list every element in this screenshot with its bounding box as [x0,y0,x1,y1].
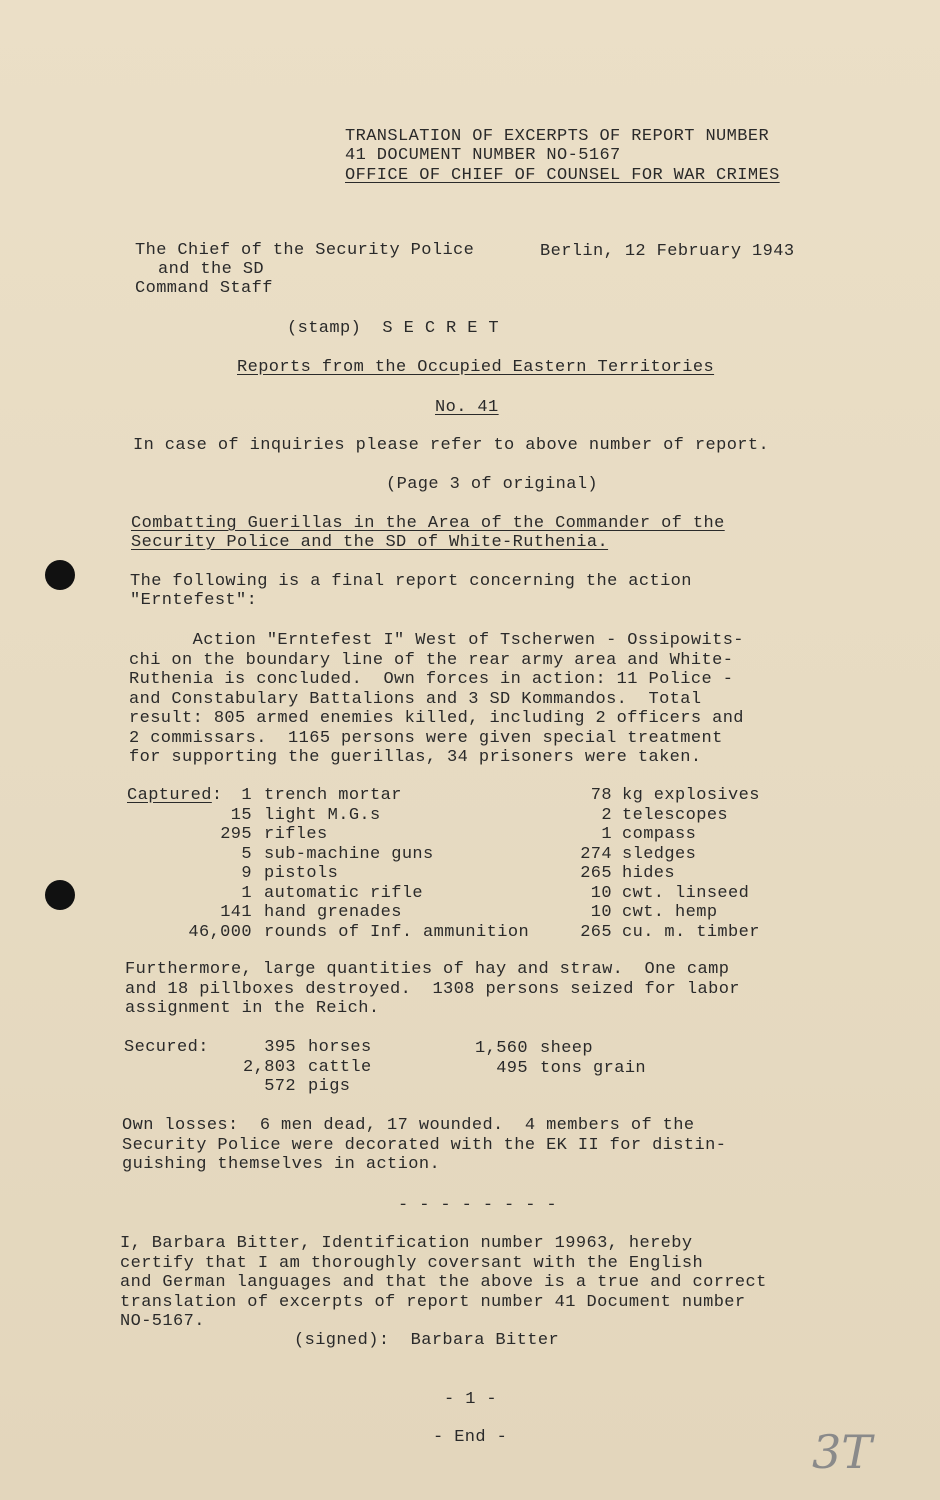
header-line-1: TRANSLATION OF EXCERPTS OF REPORT NUMBER [345,127,770,146]
captured-item: sledges [622,844,697,864]
captured-qty: 10 [590,883,612,903]
captured-item: rounds of Inf. ammunition [264,922,530,942]
furthermore-paragraph [125,960,740,1019]
captured-item: telescopes [622,805,729,825]
captured-item: cu. m. timber [622,922,760,942]
captured-item: trench mortar [264,786,402,805]
captured-qty: 5 [241,844,252,864]
captured-item: kg explosives [622,786,760,805]
captured-qty: 10 [590,903,612,922]
captured-qty: 1 [241,883,252,903]
action-paragraph [129,631,744,768]
paragraph-line: 2 commissars. 1165 persons were given special treatment [129,728,723,748]
paragraph-line: for supporting the guerillas, 34 prisoners were taken. [129,748,702,767]
captured-label-text: Captured [127,786,212,805]
report-number: No. 41 [435,398,499,417]
captured-item: cwt. hemp [622,903,718,922]
secured-qty: 572 [264,1077,296,1096]
handwritten-mark: 3T [812,1425,872,1479]
captured-item: automatic rifle [264,883,424,903]
paragraph-line: Own losses: 6 men dead, 17 wounded. 4 members of the [122,1116,695,1135]
captured-qty: 9 [241,864,252,883]
paragraph-line: NO-5167. [120,1312,205,1331]
end-marker: - End - [433,1428,508,1447]
signature-line: (signed): Barbara Bitter [294,1331,560,1350]
captured-label: Captured: [127,786,223,805]
paragraph-line: Action "Erntefest I" West of Tscherwen - Ossipowits- [129,631,744,650]
captured-qty: 1 [241,786,252,805]
section-title-line-1: Combatting Guerillas in the Area of the Commander of the [131,514,725,533]
captured-qty: 1 [601,825,612,844]
secured-item: tons grain [540,1058,647,1078]
secured-qty: 1,560 [474,1039,528,1058]
header-line-3: OFFICE OF CHIEF OF COUNSEL FOR WAR CRIMES [345,166,780,185]
header-line-2: 41 DOCUMENT NUMBER NO-5167 [345,146,621,165]
captured-qty: 265 [580,864,612,883]
captured-qty: 141 [220,903,252,922]
captured-qty: 46,000 [188,922,252,942]
captured-right-items [622,786,760,942]
secured-right-qty [450,1039,528,1078]
secret-stamp: (stamp) S E C R E T [287,319,500,338]
secured-qty: 395 [264,1038,296,1057]
secured-item: horses [308,1038,372,1057]
captured-qty: 274 [580,844,612,864]
page-number: - 1 - [444,1390,498,1409]
punch-hole-top [45,560,75,590]
captured-item: pistols [264,864,339,883]
captured-right-qty [560,786,612,942]
captured-left-qty [160,786,252,942]
captured-qty: 2 [601,805,612,825]
inquiries-note: In case of inquiries please refer to above number of report. [133,436,770,455]
paragraph-line: guishing themselves in action. [122,1155,441,1174]
punch-hole-bottom [45,880,75,910]
captured-qty: 78 [590,786,612,805]
secured-item: pigs [308,1077,351,1096]
paragraph-line: certify that I am thoroughly coversant with the English [120,1253,704,1273]
sender-line-3: Command Staff [135,279,273,298]
paragraph-line: assignment in the Reich. [125,999,380,1018]
paragraph-line: result: 805 armed enemies killed, including 2 officers and [129,709,744,728]
captured-item: rifles [264,825,328,844]
secured-label: Secured: [124,1038,209,1057]
captured-qty: 265 [580,922,612,942]
captured-item: compass [622,825,697,844]
paragraph-line: Ruthenia is concluded. Own forces in action: 11 Police - [129,670,734,689]
captured-qty: 295 [220,825,252,844]
captured-item: light M.G.s [264,805,381,825]
page-reference: (Page 3 of original) [386,475,599,494]
secured-left-items [308,1038,372,1097]
paragraph-line: and Constabulary Battalions and 3 SD Kommandos. Total [129,689,702,709]
captured-left-items [264,786,529,942]
sender-line-2: and the SD [158,260,265,279]
secured-qty: 495 [496,1058,528,1078]
captured-qty: 15 [230,805,252,825]
intro-line-2: "Erntefest": [130,591,258,610]
place-date: Berlin, 12 February 1943 [540,242,795,261]
paragraph-line: and German languages and that the above is a true and correct [120,1273,767,1292]
captured-item: hides [622,864,676,883]
certification-paragraph [120,1234,767,1332]
report-title: Reports from the Occupied Eastern Territories [237,358,715,377]
captured-item: sub-machine guns [264,844,434,864]
secured-qty: 2,803 [242,1057,296,1077]
captured-item: cwt. linseed [622,883,750,903]
sender-line-1: The Chief of the Security Police [135,241,475,260]
paragraph-line: I, Barbara Bitter, Identification number 19963, hereby [120,1234,693,1253]
intro-line-1: The following is a final report concerning the action [130,572,692,591]
secured-right-items [540,1039,646,1078]
paragraph-line: Security Police were decorated with the EK II for distin- [122,1135,727,1155]
paragraph-line: and 18 pillboxes destroyed. 1308 persons seized for labor [125,979,740,999]
secured-item: cattle [308,1057,372,1077]
separator-line: - - - - - - - - [398,1196,558,1215]
paragraph-line: Furthermore, large quantities of hay and straw. One camp [125,960,730,979]
secured-left-qty [220,1038,296,1097]
paragraph-line: chi on the boundary line of the rear army area and White- [129,650,734,670]
losses-paragraph [122,1116,726,1175]
paragraph-line: translation of excerpts of report number 41 Document number [120,1292,746,1312]
captured-item: hand grenades [264,903,402,922]
secured-item: sheep [540,1039,594,1058]
section-title-line-2: Security Police and the SD of White-Ruthenia. [131,533,609,552]
